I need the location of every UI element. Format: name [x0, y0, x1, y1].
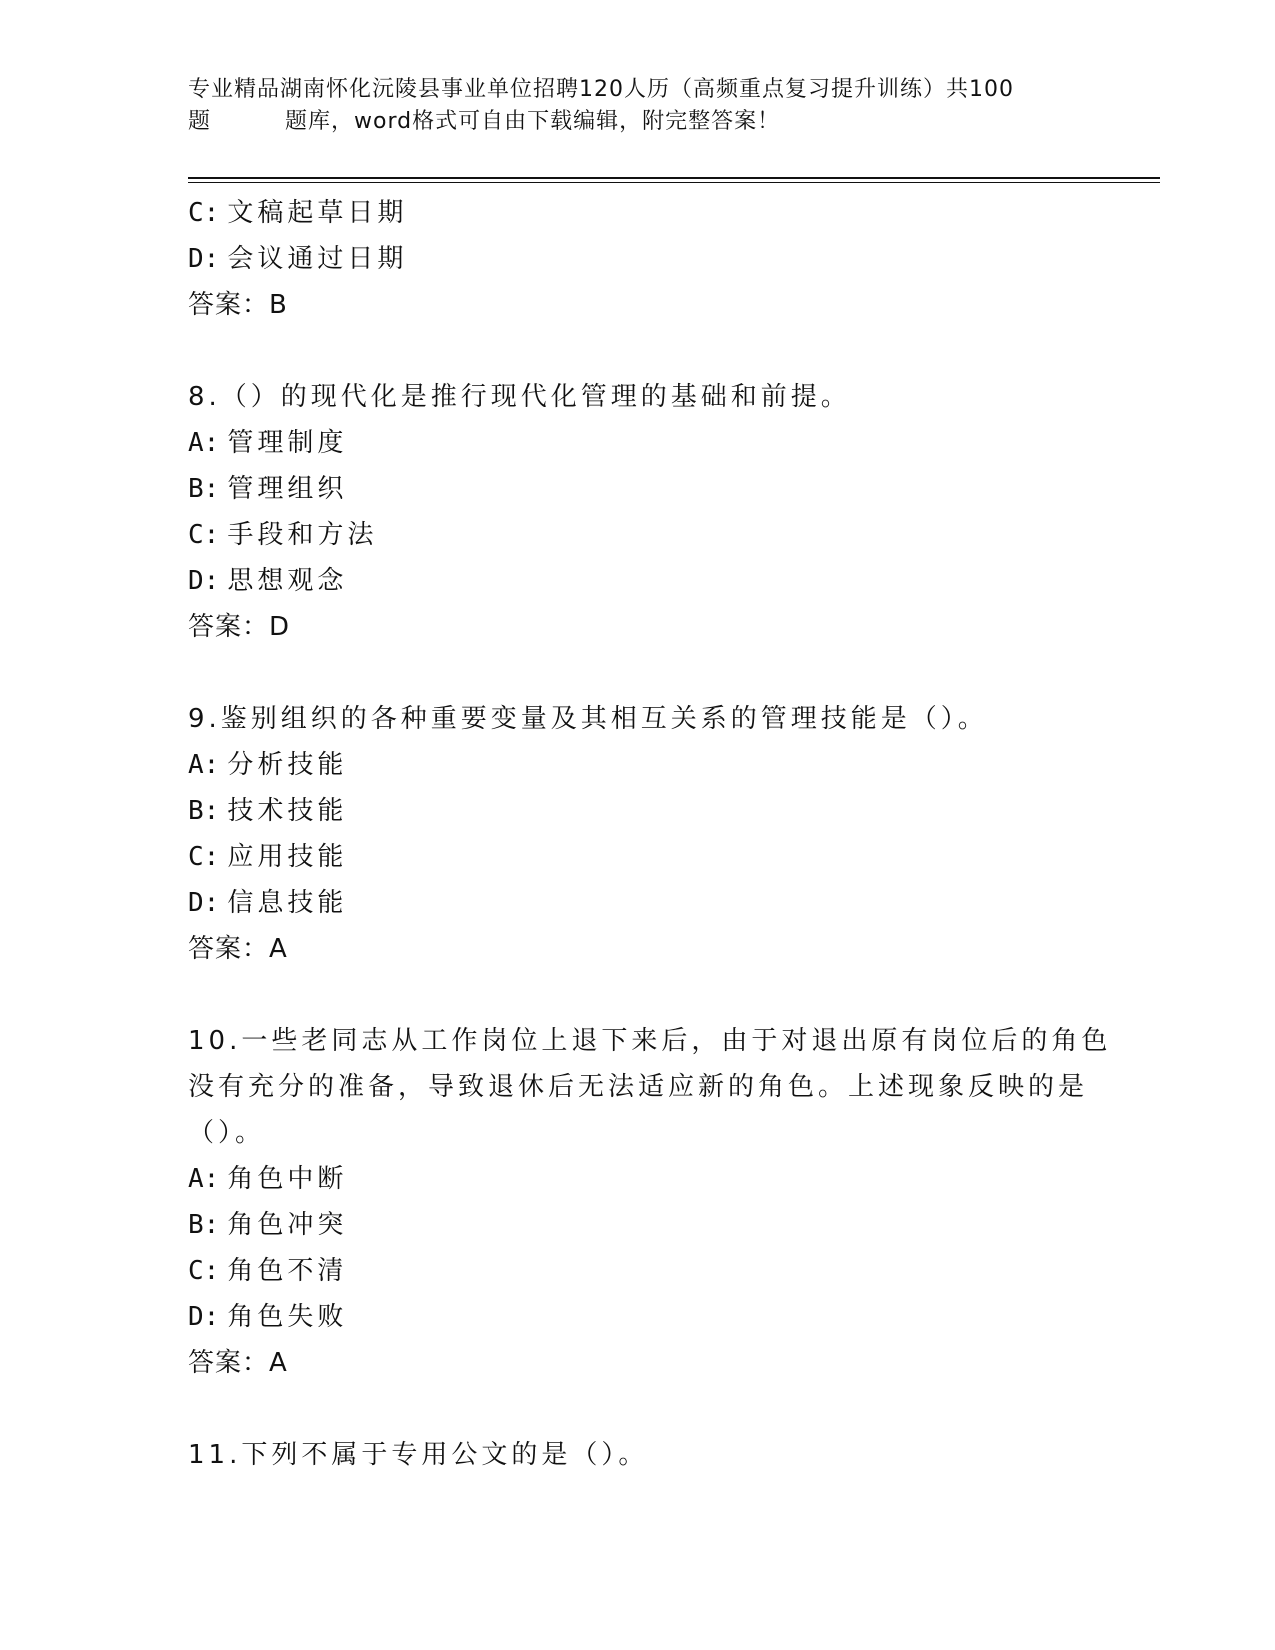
header-title-line-1: 专业精品湖南怀化沅陵县事业单位招聘120人历（高频重点复习提升训练）共100 [188, 77, 1014, 102]
question-list [188, 190, 1112, 1478]
option-c: C: 应用技能 [188, 842, 348, 872]
question-spacer [188, 972, 1088, 1018]
header-title-line-2-right: 题库，word格式可自由下载编辑，附完整答案！ [285, 109, 781, 134]
option-c: C: 手段和方法 [188, 520, 378, 550]
question-spacer [188, 328, 1088, 374]
header-title-line-2-left: 题 [188, 109, 212, 134]
page-header [188, 74, 1128, 138]
question-stem: 11.下列不属于专用公文的是（）。 [188, 1440, 649, 1470]
option-c: C: 角色不清 [188, 1256, 348, 1286]
question-spacer [188, 650, 1088, 696]
option-d: D: 会议通过日期 [188, 244, 408, 274]
option-b: B: 技术技能 [188, 796, 348, 826]
header-title-line-2 [188, 106, 1128, 138]
option-a: A: 角色中断 [188, 1164, 348, 1194]
option-b: B: 角色冲突 [188, 1210, 348, 1240]
question-stem-line-3: （）。 [188, 1118, 266, 1148]
question-stem-line-1: 10.一些老同志从工作岗位上退下来后，由于对退出原有岗位后的角色 [188, 1026, 1112, 1056]
answer-line: 答案：D [188, 612, 291, 642]
answer-line: 答案：A [188, 1348, 288, 1378]
header-divider-thick [188, 177, 1160, 179]
answer-line: 答案：B [188, 290, 288, 320]
option-c: C: 文稿起草日期 [188, 198, 408, 228]
question-spacer [188, 1386, 1088, 1432]
question-stem: 9.鉴别组织的各种重要变量及其相互关系的管理技能是（）。 [188, 704, 988, 734]
option-d: D: 信息技能 [188, 888, 348, 918]
question-stem-line-2: 没有充分的准备，导致退休后无法适应新的角色。上述现象反映的是 [188, 1072, 1089, 1102]
header-divider-thin [188, 182, 1160, 183]
question-stem: 8.（）的现代化是推行现代化管理的基础和前提。 [188, 382, 851, 412]
option-d: D: 思想观念 [188, 566, 348, 596]
option-b: B: 管理组织 [188, 474, 348, 504]
answer-line: 答案：A [188, 934, 288, 964]
option-a: A: 分析技能 [188, 750, 348, 780]
option-a: A: 管理制度 [188, 428, 348, 458]
option-d: D: 角色失败 [188, 1302, 348, 1332]
